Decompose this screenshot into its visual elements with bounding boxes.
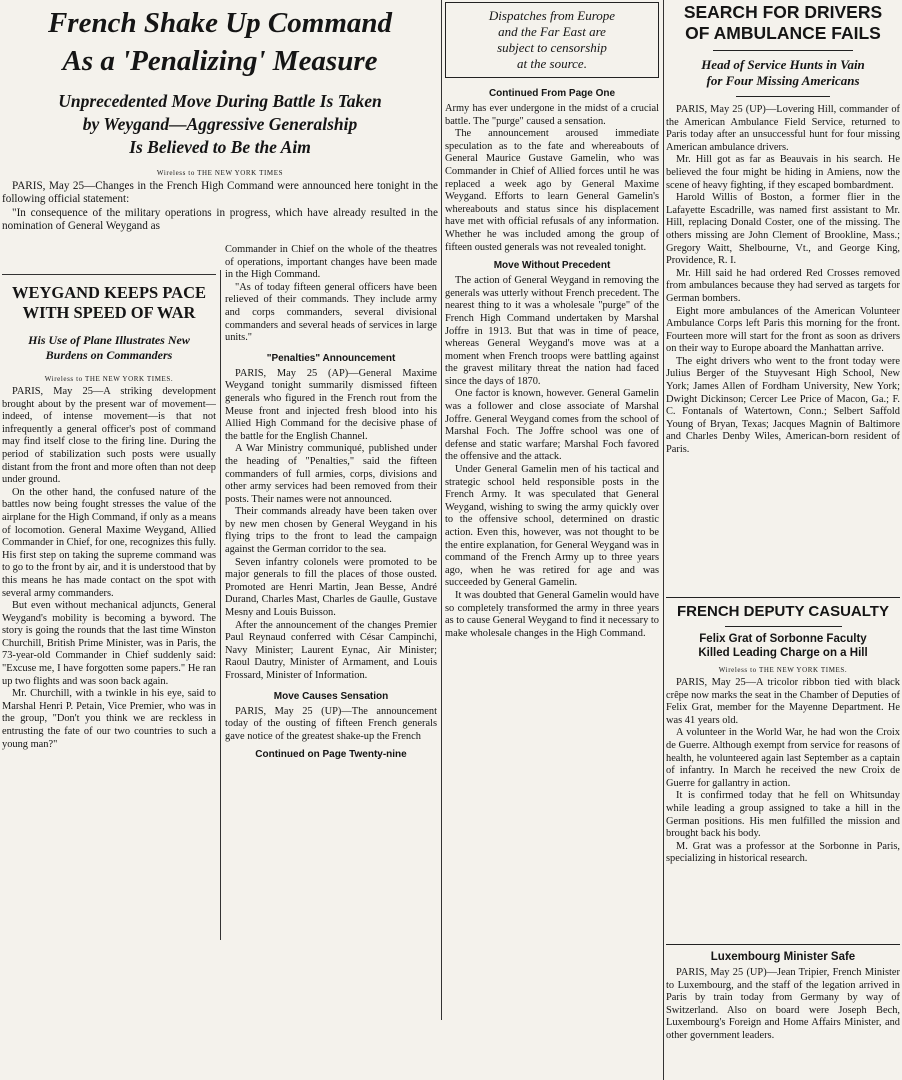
main-headline: French Shake Up Command As a 'Penalizing' Measure <box>47 7 393 77</box>
ambulance-headline: SEARCH FOR DRIVERS OF AMBULANCE FAILS <box>683 2 883 43</box>
ambulance-paragraph: Mr. Hill said he had ordered Red Crosses removed from ambulances because they had served as targets for German bombers. <box>666 267 900 304</box>
col2-paragraph: PARIS, May 25 (AP)—General Maxime Weygand tonight summarily dismissed fifteen generals who figured in the French rout from the Meuse front and injected fresh blood into his Allied High Command for the decisive phase of the battle for the English Channel. <box>225 367 437 442</box>
col3-paragraph: One factor is known, however. General Gamelin was a follower and close associate of Marshal Joffre. General Weygand comes from the school of Marshal Foch. The Joffre school was one of defense and static warfare; Marshal Foch favored the offensive and the attack. <box>445 388 659 463</box>
ambulance-paragraph: Harold Willis of Boston, a former flier in the Lafayette Escadrille, was named first assistant to Mr. Hill, replacing Donald Coster, one of the missing. The others missing are John Clement of Brookline, Mass.; Gregory Waitt, Shelbourne, Vt., and George King, Providence, R. I. <box>666 192 900 267</box>
main-dateline: Wireless to THE NEW YORK TIMES <box>156 169 284 177</box>
deputy-subheadline: Felix Grat of Sorbonne Faculty Killed Leading Charge on a Hill <box>698 633 868 659</box>
luxembourg-story <box>666 944 900 1078</box>
divider <box>725 626 842 627</box>
col3-paragraph: It was doubted that General Gamelin would have so completely transformed the army in three years as to cause General Weygand to find it necessary to make wholesale changes in the High Command. <box>445 589 659 639</box>
col2-subhead-penalties: "Penalties" Announcement <box>266 352 396 364</box>
deputy-dateline: Wireless to THE NEW YORK TIMES. <box>718 666 848 674</box>
luxembourg-headline: Luxembourg Minister Safe <box>710 951 856 963</box>
col2-paragraph: A War Ministry communiqué, published under the heading of "Penalties," said the fifteen commanders of full armies, corps, divisions and other army services had been removed from their posts. Their names were not announced. <box>225 443 437 505</box>
ambulance-paragraph: The eight drivers who went to the front today were Julius Berger of the Stuyvesant High School, New York; James Allen of Fordham University, New York; Dwight Dickinson; Cercer Lee Price of Macon, Ga.; F. C. Fontanals of Watertown, Conn.; Selbert Saffold Young of Bryan, Texas; Jacques Magnin of Baltimore and Charles Denby Wiles, American-born resident of Paris. <box>666 355 900 456</box>
ambulance-paragraph: PARIS, May 25 (UP)—Lovering Hill, commander of the American Ambulance Field Service, returned to Paris today after an unsuccessful hunt for four missing American ambulance drivers. <box>666 104 900 153</box>
ambulance-paragraph: Eight more ambulances of the American Volunteer Ambulance Corps left Paris this morning for the front. Fourteen more will start for the front as soon as drivers on their way to Europe aboard the Manhattan arrive. <box>666 305 900 355</box>
col3-subhead-precedent: Move Without Precedent <box>493 260 611 272</box>
main-story-header <box>2 4 438 244</box>
col3-paragraph: Under General Gamelin men of his tactical and strategic school held responsible posts in the French Army. It was speculated that General Weygand, wishing to swing the army quickly over to the offensive school, determined on drastic action. Even this, however, was not thought to be the entire explanation, for General Weygand was in command of the French Army up to three years ago, when he was retired for age and was succeeded by General Gamelin. <box>445 464 659 589</box>
col3-paragraph: The action of General Weygand in removing the generals was utterly without French precedent. The nearest thing to it was a wholesale "purge" of the French High Command undertaken by Marshal Joffre in 1913. But that was in time of peace, whereas General Weygand's move was at a moment when French troops were battling against the gravest military threat the nation had faced since the days of 1870. <box>445 275 659 387</box>
col2-paragraph: Their commands already have been taken over by new men chosen by General Weygand in his flying trips to the front to lead the campaign against the German corridor to the sea. <box>225 506 437 556</box>
col2-paragraph: Seven infantry colonels were promoted to be major generals to fill the places of those ousted. Promoted are Henri Martin, Jean Besse, André Durand, Charles Mast, Charles de Gaulle, Gustave Mesny and Louis Buisson. <box>225 556 437 619</box>
ambulance-paragraph: Mr. Hill got as far as Beauvais in his search. He believed the four might be hiding in Amiens, now the scene of heavy fighting, if they escaped bombardment. <box>666 154 900 191</box>
deputy-paragraph: A volunteer in the World War, he had won the Croix de Guerre. Although exempt from service for reasons of health, he volunteered again last September as a captain of infantry. In March he received the new Croix de Guerre for gallantry in action. <box>666 727 900 789</box>
sidebar-paragraph: But even without mechanical adjuncts, General Weygand's mobility is becoming a byword. The story is going the rounds that the last time Winston Churchill, British Prime Minister, was in Paris, the 73-year-old Commander in Chief suddenly said: "Excuse me, I have forgotten some papers." He ran up two flights and was soon back again. <box>2 600 216 687</box>
deputy-story <box>666 597 900 942</box>
ambulance-story <box>666 2 900 594</box>
sidebar-subheadline: His Use of Plane Illustrates New Burdens on Commanders <box>28 333 190 362</box>
col2-paragraph: PARIS, May 25 (UP)—The announcement today of the ousting of fifteen French generals gave notice of the greatest shake-up the French <box>225 705 437 742</box>
sidebar-paragraph: PARIS, May 25—A striking development brought about by the present war of movement—indeed, of intense movement—is that not infrequently a general officer's post of command may find itself close to the firing line. During the period of stabilization such posts were usually distant from the front and more often than not deep under ground. <box>2 386 216 486</box>
column-rule <box>663 0 664 1080</box>
sidebar-dateline: Wireless to THE NEW YORK TIMES. <box>44 375 174 383</box>
col2-paragraph: "As of today fifteen general officers have been relieved of their commands. They include army and corps commanders, several divisional commanders and several heads of services in large units." <box>225 281 437 344</box>
censorship-box: Dispatches from Europe and the Far East are subject to censorship at the source. <box>445 2 659 78</box>
column-rule <box>441 0 442 1020</box>
column-rule <box>220 270 221 940</box>
deputy-paragraph: It is confirmed today that he fell on Whitsunday while leading a group assigned to take a hill in the German positions. His men fulfilled the mission and brought back his body. <box>666 790 900 840</box>
main-lead-paragraph: PARIS, May 25—Changes in the French High Command were announced here tonight in the following official statement: <box>2 180 438 206</box>
col2-paragraph: After the announcement of the changes Premier Paul Reynaud conferred with César Campinchi, Navy Minister; Laurent Eynac, Air Minister; Raoul Dautry, Minister of Armament, and Louis Frossard, Minister of Information. <box>225 619 437 681</box>
deputy-paragraph: M. Grat was a professor at the Sorbonne in Paris, specializing in historical research. <box>666 840 900 865</box>
main-subheadline: Unprecedented Move During Battle Is Taken by Weygand—Aggressive Generalship Is Believed to Be the Aim <box>58 91 382 157</box>
deputy-paragraph: PARIS, May 25—A tricolor ribbon tied with black crêpe now marks the seat in the Chamber of Deputies of Felix Grat, member for the Mayenne Department. He was 41 years old. <box>666 677 900 726</box>
col2-paragraph: Commander in Chief on the whole of the theatres of operations, important changes have been made in the High Command. <box>225 244 437 281</box>
continued-on-label: Continued on Page Twenty-nine <box>255 749 407 761</box>
sidebar-headline: WEYGAND KEEPS PACE WITH SPEED OF WAR <box>11 283 207 322</box>
sidebar-paragraph: Mr. Churchill, with a twinkle in his eye, said to Marshal Henri P. Petain, Vice Premier, who was in the group, "Don't you think we are reckless in entrusting the fate of our two countries to such a young man?" <box>2 688 216 750</box>
main-lead-paragraph: "In consequence of the military operations in progress, which have already resulted in the nomination of General Weygand as <box>2 206 438 233</box>
col2-subhead-sensation: Move Causes Sensation <box>273 690 389 702</box>
col3-paragraph: The announcement aroused immediate speculation as to the fate and whereabouts of General Maurice Gustave Gamelin, who was Commander in Chief of Allied forces until he was replaced a week ago by General Maxime Weygand. Efforts to learn General Gamelin's whereabouts and status since his displacement have met with official refusals of any information. Whether he was included among the group of fifteen ousted generals was not revealed tonight. <box>445 128 659 253</box>
sidebar-paragraph: On the other hand, the confused nature of the battles now being fought stresses the value of the airplane for the High Command, if only as a means of locomotion. General Maxime Weygand, Allied Commander in Chief, for one, recognizes this fully. His first step on taking the supreme command was to go to the front by air, and it is understood that by this means he has made contact on the spot with several army commanders. <box>2 486 216 599</box>
luxembourg-paragraph: PARIS, May 25 (UP)—Jean Tripier, French Minister to Luxembourg, and the staff of the legation arrived in Paris by train today from Germany by way of Switzerland. Also on board were Joseph Bech, Luxembourg's Foreign and Home Affairs Minister, and other government leaders. <box>666 967 900 1041</box>
sidebar-story <box>2 274 216 940</box>
deputy-headline: FRENCH DEPUTY CASUALTY <box>677 603 889 620</box>
ambulance-subheadline: Head of Service Hunts in Vain for Four Missing Americans <box>701 57 865 88</box>
divider <box>736 96 830 97</box>
divider <box>713 50 853 51</box>
continuation-column <box>445 2 659 1022</box>
main-story-column-2 <box>225 244 437 1014</box>
col3-paragraph: Army has ever undergone in the midst of a crucial battle. The "purge" caused a sensation. <box>445 103 659 127</box>
continued-from-label: Continued From Page One <box>488 88 616 99</box>
